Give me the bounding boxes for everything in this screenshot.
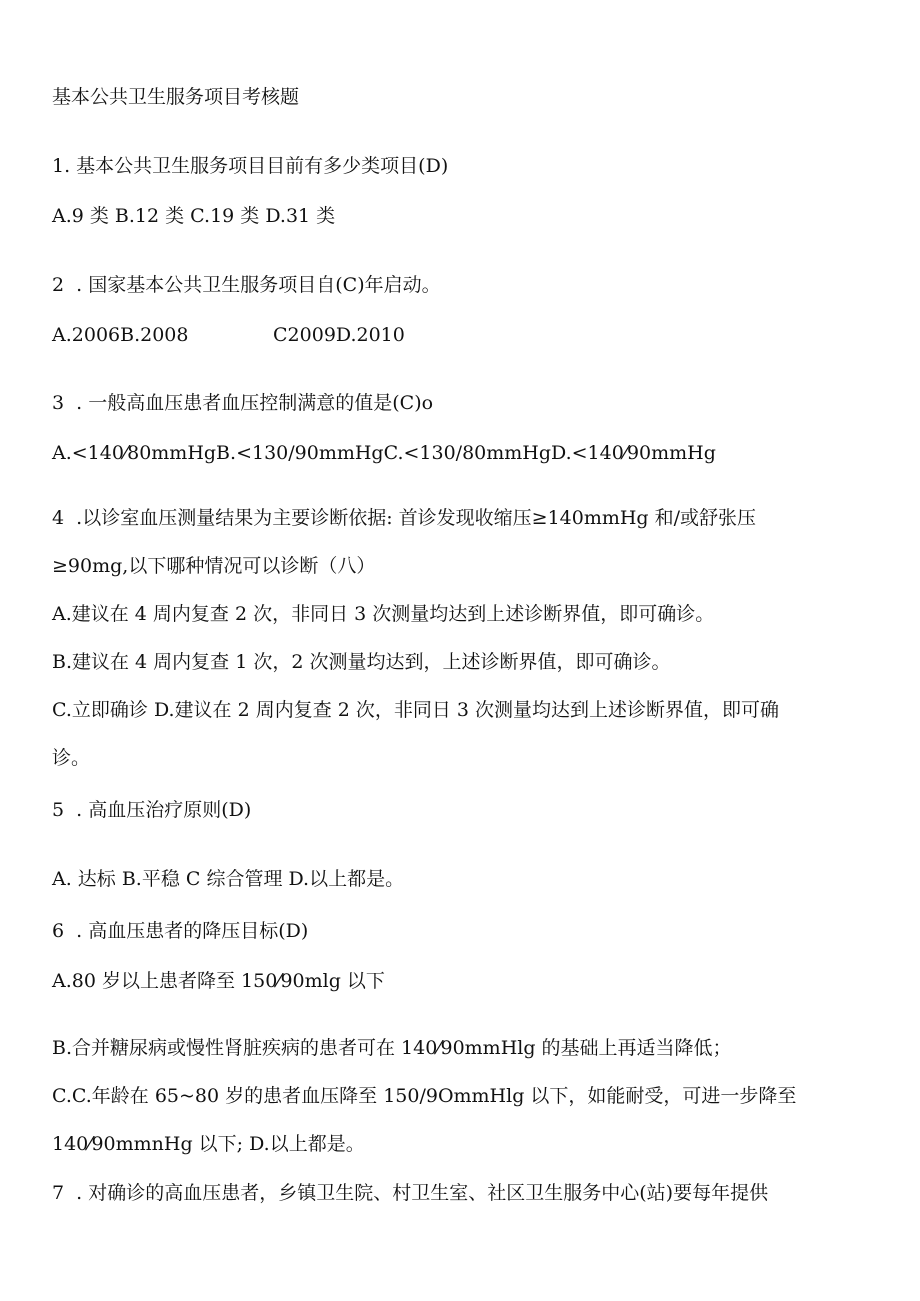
text-line: 5 . 高血压治疗原则(D)	[52, 799, 252, 821]
text-line: 诊。	[52, 747, 91, 769]
text-line: 3 . 一般高血压患者血压控制满意的值是(C)o	[52, 392, 434, 414]
text-line: 2 . 国家基本公共卫生服务项目自(C)年启动。	[52, 274, 441, 296]
text-line: A.9 类 B.12 类 C.19 类 D.31 类	[52, 205, 336, 227]
text-line: C.立即确诊 D.建议在 2 周内复查 2 次，非同日 3 次测量均达到上述诊断界值，即可确	[52, 699, 780, 721]
text-line: C.C.年龄在 65~80 岁的患者血压降至 150/9OmmHlg 以下，如能耐受，可进一步降至	[52, 1085, 797, 1107]
text-line: 140⁄90mmnHg 以下; D.以上都是。	[52, 1133, 365, 1155]
text-line: 4 .以诊室血压测量结果为主要诊断依据: 首诊发现收缩压≥140mmHg 和/或舒张压	[52, 507, 757, 529]
text-line: A. 达标 B.平稳 C 综合管理 D.以上都是。	[52, 868, 405, 890]
text-line: ≥90mg,以下哪种情况可以诊断（八）	[52, 555, 376, 577]
text-line: A.80 岁以上患者降至 150⁄90mlg 以下	[52, 970, 385, 992]
text-line: B.合并糖尿病或慢性肾脏疾病的患者可在 140⁄90mmHlg 的基础上再适当降低；	[52, 1037, 732, 1059]
text-line: 7 . 对确诊的高血压患者，乡镇卫生院、村卫生室、社区卫生服务中心(站)要每年提供	[52, 1182, 769, 1204]
text-line: 1. 基本公共卫生服务项目目前有多少类项目(D)	[52, 155, 449, 177]
text-line: 6 . 高血压患者的降压目标(D)	[52, 920, 309, 942]
text-line: A.2006B.2008 C2009D.2010	[52, 324, 405, 346]
text-line: A.<140⁄80mmHgB.<130/90mmHgC.<130/80mmHgD.<140⁄90mmHg	[52, 442, 716, 464]
text-line: B.建议在 4 周内复查 1 次，2 次测量均达到，上述诊断界值，即可确诊。	[52, 651, 671, 673]
page-title: 基本公共卫生服务项目考核题	[52, 86, 300, 108]
text-line: A.建议在 4 周内复查 2 次，非同日 3 次测量均达到上述诊断界值，即可确诊。	[52, 603, 715, 625]
